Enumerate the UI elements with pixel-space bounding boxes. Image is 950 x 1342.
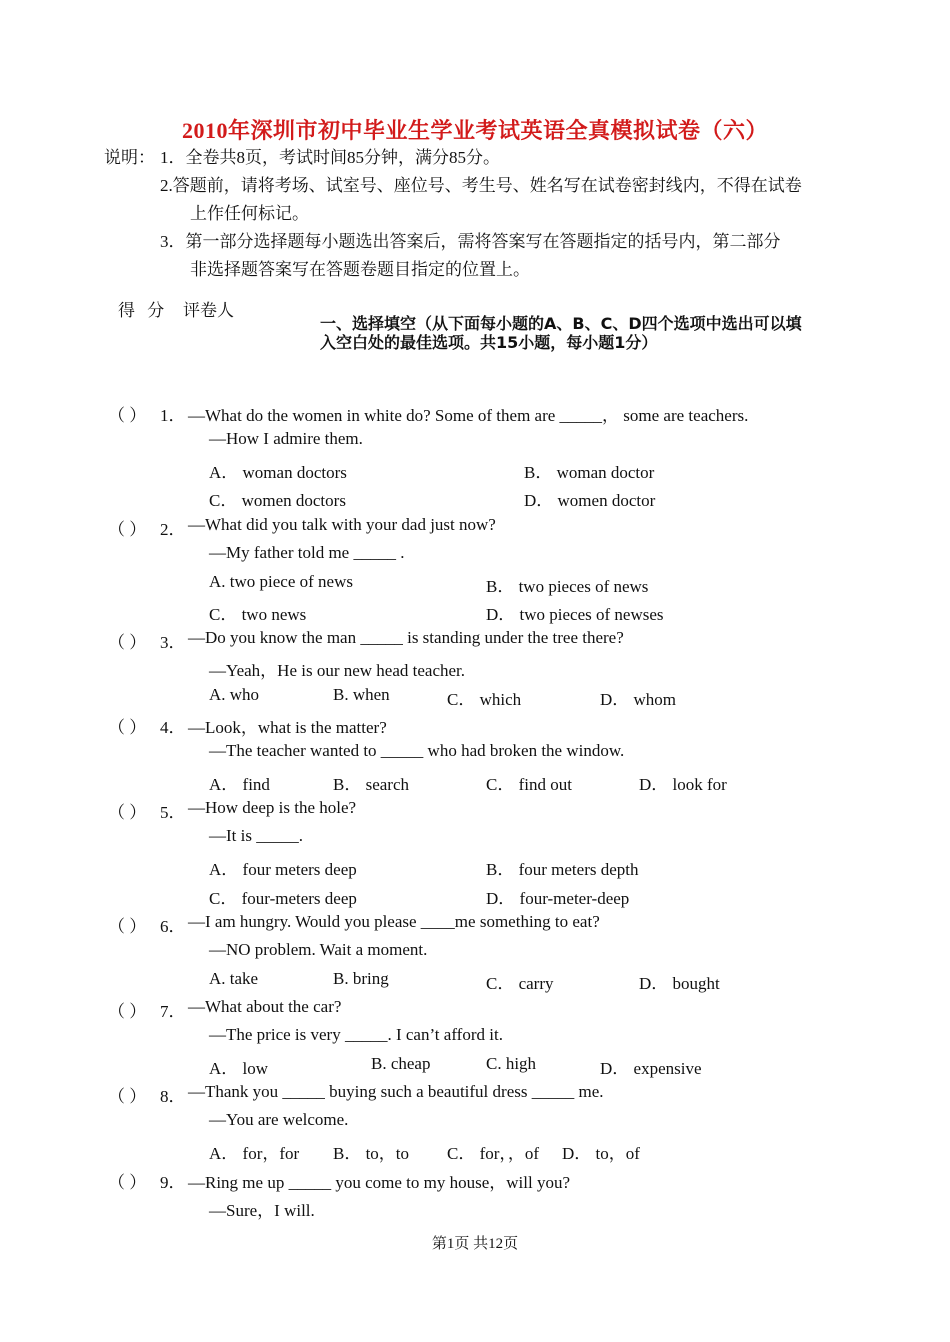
answer-option: B． search [333, 775, 410, 794]
answer-option: C． women doctors [209, 491, 346, 510]
instruction-item: 上作任何标记。 [190, 204, 309, 223]
answer-option: C． four-meters deep [209, 889, 357, 908]
question-stem: —How deep is the hole? [188, 798, 357, 817]
answer-option: A． woman doctors [209, 463, 347, 482]
question-stem: —What about the car? [188, 997, 342, 1016]
answer-option: B． woman doctor [524, 463, 655, 482]
answer-option: D． to，of [562, 1144, 640, 1163]
question-number: 9． [160, 1173, 186, 1192]
instruction-item: 3．第一部分选择题每小题选出答案后，需将答案写在答题指定的括号内，第二部分 [160, 232, 781, 251]
answer-option: D． four-meter-deep [486, 889, 630, 908]
question-stem: —I am hungry. Would you please ____me something to eat? [188, 912, 600, 931]
question-number: 1． [160, 406, 186, 425]
instruction-item: 1．全卷共8页，考试时间85分钟，满分85分。 [160, 148, 500, 167]
question-number: 2． [160, 520, 186, 539]
grader-label: 评卷人 [183, 301, 234, 320]
instruction-item: 非选择题答案写在答题卷题目指定的位置上。 [190, 260, 530, 279]
page-title: 2010年深圳市初中毕业生学业考试英语全真模拟试卷（六） [181, 118, 768, 143]
question-stem: —What did you talk with your dad just now? [188, 515, 496, 534]
answer-option: C. high [486, 1054, 537, 1073]
question-number: 3． [160, 633, 186, 652]
question-reply: —NO problem. Wait a moment. [209, 940, 428, 959]
question-reply: —It is _____. [209, 826, 303, 845]
answer-option: D． look for [639, 775, 727, 794]
question-number: 5． [160, 803, 186, 822]
page-footer: 第1页 共12页 [431, 1236, 519, 1252]
answer-option: B． to，to [333, 1144, 410, 1163]
answer-option: B. when [333, 685, 390, 704]
question-stem: —What do the women in white do? Some of them are _____， some are teachers. [188, 406, 749, 425]
answer-option: A． find [209, 775, 270, 794]
answer-option: A． for，for [209, 1144, 300, 1163]
question-number: 7． [160, 1002, 186, 1021]
question-reply: —You are welcome. [209, 1110, 349, 1129]
question-number: 6． [160, 917, 186, 936]
question-number: 8． [160, 1087, 186, 1106]
question-reply: —The teacher wanted to _____ who had broken the window. [209, 741, 625, 760]
answer-bracket[interactable]: （ ） [108, 406, 147, 425]
answer-option: A. who [209, 685, 260, 704]
section-heading-line2: 入空白处的最佳选项。共15小题，每小题1分） [320, 333, 658, 352]
section-heading-line1: 一、选择填空（从下面每小题的A、B、C、D四个选项中选出可以填 [320, 314, 802, 333]
answer-option: A. two piece of news [209, 572, 353, 591]
question-reply: —Sure，I will. [209, 1201, 315, 1220]
answer-bracket[interactable]: （ ） [108, 1087, 147, 1106]
answer-option: B. cheap [371, 1054, 431, 1073]
answer-option: B. bring [333, 969, 389, 988]
question-stem: —Look，what is the matter? [188, 718, 387, 737]
answer-option: D． women doctor [524, 491, 656, 510]
question-reply: —The price is very _____. I can’t afford it. [209, 1025, 503, 1044]
answer-bracket[interactable]: （ ） [108, 803, 147, 822]
answer-option: D． two pieces of newses [486, 605, 664, 624]
question-reply: —How I admire them. [209, 429, 363, 448]
answer-option: A. take [209, 969, 259, 988]
instruction-item: 2.答题前，请将考场、试室号、座位号、考生号、姓名写在试卷密封线内，不得在试卷 [160, 176, 802, 195]
answer-bracket[interactable]: （ ） [108, 1173, 147, 1192]
answer-option: C． carry [486, 974, 554, 993]
answer-bracket[interactable]: （ ） [108, 917, 147, 936]
answer-option: A． four meters deep [209, 860, 357, 879]
answer-option: C． for，，of [447, 1144, 540, 1163]
answer-option: D． whom [600, 690, 677, 709]
answer-bracket[interactable]: （ ） [108, 718, 147, 737]
answer-bracket[interactable]: （ ） [108, 633, 147, 652]
answer-option: C． which [447, 690, 522, 709]
answer-option: B． two pieces of news [486, 577, 649, 596]
question-number: 4． [160, 718, 186, 737]
answer-option: D． expensive [600, 1059, 702, 1078]
answer-bracket[interactable]: （ ） [108, 1002, 147, 1021]
answer-option: B． four meters depth [486, 860, 639, 879]
question-reply: —Yeah，He is our new head teacher. [209, 661, 466, 680]
answer-option: D． bought [639, 974, 720, 993]
answer-option: A． low [209, 1059, 269, 1078]
question-stem: —Thank you _____ buying such a beautiful dress _____ me. [188, 1082, 604, 1101]
instructions-label: 说明： [104, 148, 155, 167]
score-label: 得 分 [118, 301, 169, 320]
answer-option: C． find out [486, 775, 572, 794]
answer-option: C． two news [209, 605, 307, 624]
answer-bracket[interactable]: （ ） [108, 520, 147, 539]
question-stem: —Do you know the man _____ is standing under the tree there? [188, 628, 624, 647]
question-stem: —Ring me up _____ you come to my house，will you? [188, 1173, 570, 1192]
question-reply: —My father told me _____ . [209, 543, 405, 562]
